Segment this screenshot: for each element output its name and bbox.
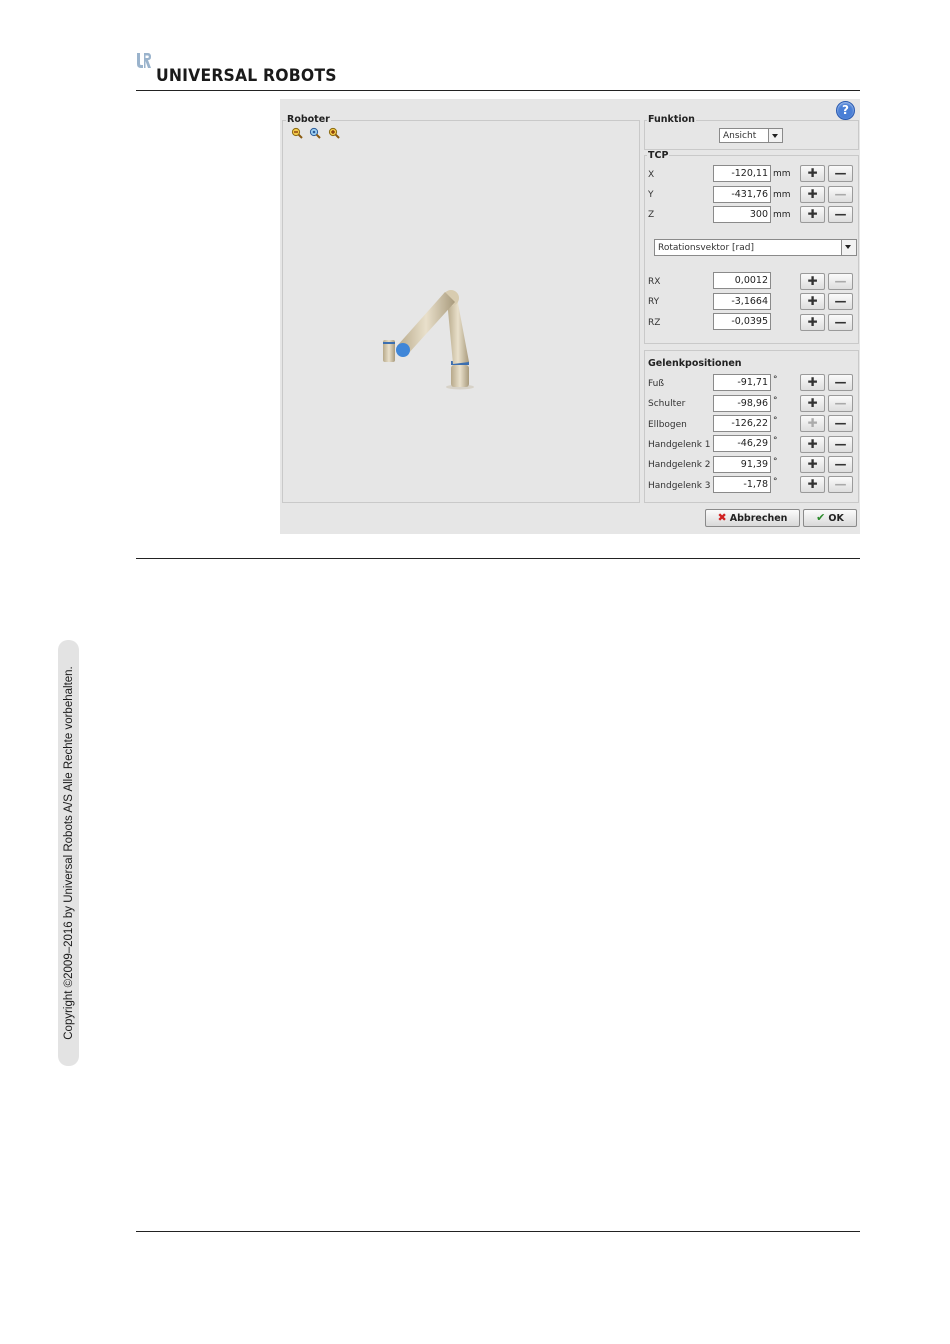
tcp-ry-field[interactable]: -3,1664 (713, 293, 771, 310)
function-select-value: Ansicht (723, 131, 757, 141)
tcp-rx-minus-button[interactable]: — (828, 273, 853, 290)
tcp-x-plus-button[interactable]: ✚ (800, 165, 825, 182)
tcp-z-field[interactable]: 300 (713, 206, 771, 223)
joint-elbow-minus-button[interactable]: — (828, 415, 853, 432)
robot-arm-3d-view[interactable] (375, 284, 485, 394)
tcp-rz-label: RZ (648, 318, 661, 328)
footer-rule (136, 1231, 860, 1232)
joint-elbow-field[interactable]: -126,22 (713, 415, 771, 432)
tcp-y-unit: mm (773, 190, 791, 200)
help-button[interactable] (836, 101, 855, 120)
rotation-mode-value: Rotationsvektor [rad] (658, 243, 754, 253)
header-rule (136, 90, 860, 91)
joint-shoulder-field[interactable]: -98,96 (713, 395, 771, 412)
joint-shoulder-plus-button[interactable]: ✚ (800, 395, 825, 412)
tcp-z-plus-button[interactable]: ✚ (800, 206, 825, 223)
tcp-z-label: Z (648, 210, 655, 220)
chevron-down-icon (768, 129, 782, 142)
joint-wrist1-field[interactable]: -46,29 (713, 435, 771, 452)
tcp-rx-plus-button[interactable]: ✚ (800, 273, 825, 290)
joint-elbow-unit: ° (773, 416, 778, 426)
zoom-reset-icon[interactable] (309, 127, 321, 139)
tcp-rz-field[interactable]: -0,0395 (713, 313, 771, 330)
joint-wrist1-unit: ° (773, 436, 778, 446)
tcp-y-plus-button[interactable]: ✚ (800, 186, 825, 203)
joint-elbow-plus-button[interactable]: ✚ (800, 415, 825, 432)
tcp-y-field[interactable]: -431,76 (713, 186, 771, 203)
joint-wrist1-label: Handgelenk 1 (648, 440, 711, 450)
joint-wrist2-minus-button[interactable]: — (828, 456, 853, 473)
copyright-tab (58, 640, 79, 1066)
tcp-rx-field[interactable]: 0,0012 (713, 272, 771, 289)
close-icon: ✖ (717, 511, 727, 524)
help-icon: ? (842, 103, 849, 117)
joint-wrist1-minus-button[interactable]: — (828, 436, 853, 453)
ur-logo-icon (136, 52, 152, 70)
tcp-rx-label: RX (648, 277, 661, 287)
joint-base-label: Fuß (648, 379, 665, 389)
zoom-in-icon[interactable] (328, 127, 340, 139)
tcp-title: TCP (648, 150, 669, 161)
joint-wrist3-field[interactable]: -1,78 (713, 476, 771, 493)
tcp-y-minus-button[interactable]: — (828, 186, 853, 203)
function-select[interactable] (719, 128, 783, 143)
tcp-y-label: Y (648, 190, 654, 200)
joint-base-minus-button[interactable]: — (828, 374, 853, 391)
joint-wrist3-minus-button[interactable]: — (828, 476, 853, 493)
tcp-z-unit: mm (773, 210, 791, 220)
ok-label: OK (828, 513, 844, 524)
joint-positions-title: Gelenkpositionen (648, 358, 742, 369)
tcp-x-minus-button[interactable]: — (828, 165, 853, 182)
joint-shoulder-unit: ° (773, 396, 778, 406)
joint-shoulder-label: Schulter (648, 399, 686, 409)
joint-base-unit: ° (773, 375, 778, 385)
tcp-ry-plus-button[interactable]: ✚ (800, 293, 825, 310)
pose-editor-screen (280, 99, 860, 534)
function-title: Funktion (648, 114, 695, 125)
tcp-x-unit: mm (773, 169, 791, 179)
joint-wrist2-unit: ° (773, 457, 778, 467)
copyright-text: Copyright ©2009–2016 by Universal Robots A/S Alle Rechte vorbehalten. (62, 666, 75, 1040)
brand-name: UNIVERSAL ROBOTS (156, 66, 337, 86)
tcp-rz-minus-button[interactable]: — (828, 314, 853, 331)
chevron-down-icon (841, 240, 856, 255)
cancel-button[interactable] (705, 509, 800, 527)
joint-wrist1-plus-button[interactable]: ✚ (800, 436, 825, 453)
joint-wrist2-plus-button[interactable]: ✚ (800, 456, 825, 473)
tcp-x-field[interactable]: -120,11 (713, 165, 771, 182)
joint-wrist2-field[interactable]: 91,39 (713, 456, 771, 473)
rotation-mode-select[interactable] (654, 239, 857, 256)
joint-wrist2-label: Handgelenk 2 (648, 460, 711, 470)
joint-wrist3-label: Handgelenk 3 (648, 481, 711, 491)
tcp-ry-minus-button[interactable]: — (828, 293, 853, 310)
figure-bottom-rule (136, 558, 860, 559)
tcp-x-label: X (648, 170, 655, 180)
ok-button[interactable] (803, 509, 857, 527)
tcp-rz-plus-button[interactable]: ✚ (800, 314, 825, 331)
joint-wrist3-unit: ° (773, 477, 778, 487)
joint-base-field[interactable]: -91,71 (713, 374, 771, 391)
joint-elbow-label: Ellbogen (648, 420, 687, 430)
tcp-ry-label: RY (648, 297, 660, 307)
zoom-out-icon[interactable] (291, 127, 303, 139)
checkmark-icon: ✔ (816, 511, 826, 524)
tcp-z-minus-button[interactable]: — (828, 206, 853, 223)
robot-panel-title: Roboter (287, 114, 330, 125)
joint-wrist3-plus-button[interactable]: ✚ (800, 476, 825, 493)
joint-shoulder-minus-button[interactable]: — (828, 395, 853, 412)
cancel-label: Abbrechen (729, 513, 788, 524)
joint-base-plus-button[interactable]: ✚ (800, 374, 825, 391)
